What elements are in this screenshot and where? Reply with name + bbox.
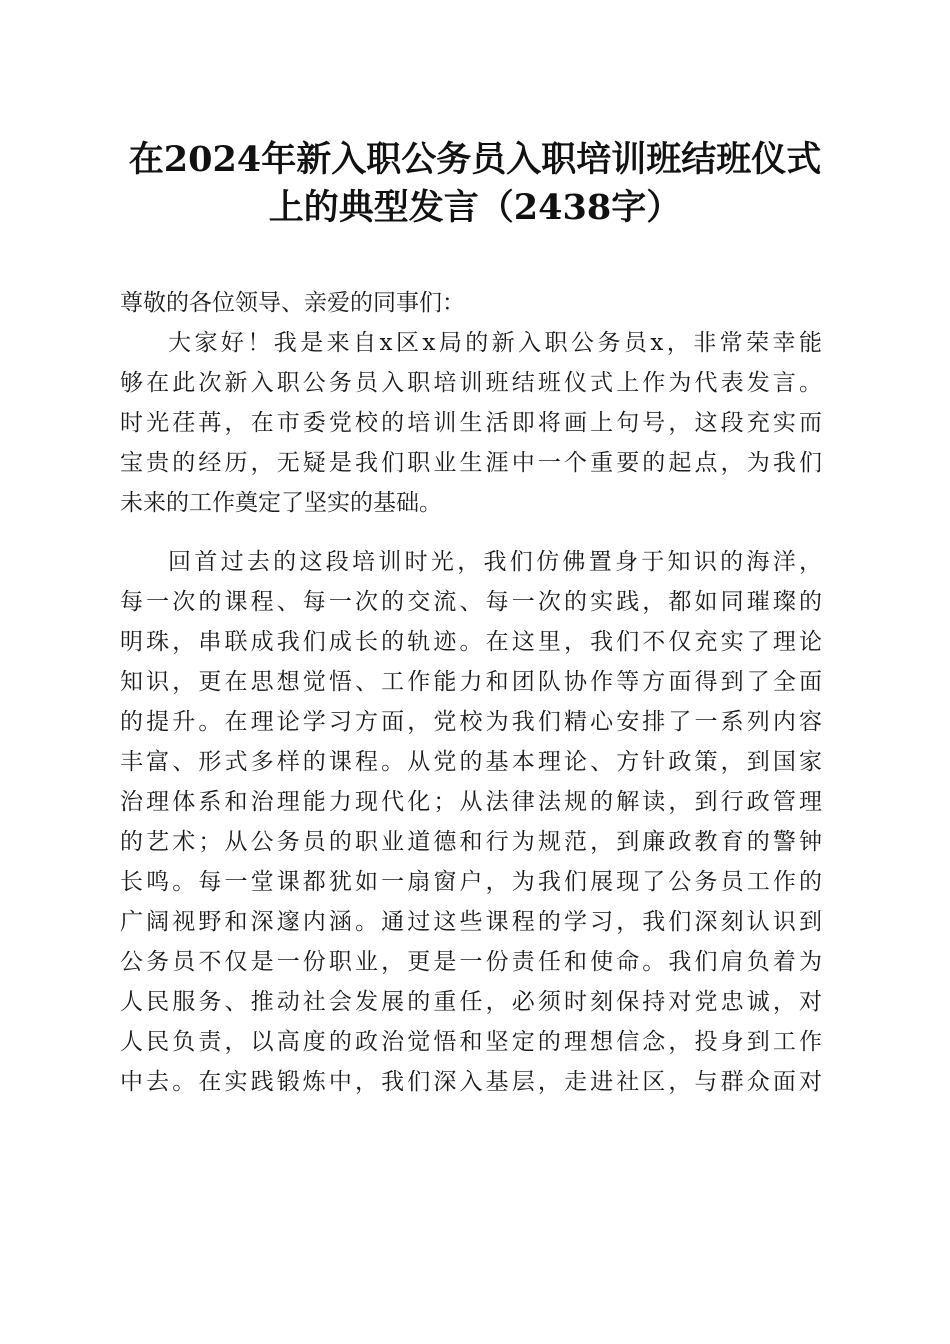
paragraph-line: 广阔视野和深邃内涵。通过这些课程的学习，我们深刻认识到 bbox=[120, 909, 822, 935]
salutation: 尊敬的各位领导、亲爱的同事们： bbox=[120, 290, 465, 316]
paragraph-line: 的提升。在理论学习方面，党校为我们精心安排了一系列内容 bbox=[120, 709, 822, 735]
paragraph-line: 人民负责，以高度的政治觉悟和坚定的理想信念，投身到工作 bbox=[120, 1029, 822, 1055]
paragraph-line: 未来的工作奠定了坚实的基础。 bbox=[120, 490, 442, 516]
paragraph-line: 大家好！我是来自x区x局的新入职公务员x，非常荣幸能 bbox=[168, 330, 822, 356]
paragraph-line: 明珠，串联成我们成长的轨迹。在这里，我们不仅充实了理论 bbox=[120, 629, 822, 655]
paragraph-line: 的艺术；从公务员的职业道德和行为规范，到廉政教育的警钟 bbox=[120, 829, 822, 855]
paragraph-line: 公务员不仅是一份职业，更是一份责任和使命。我们肩负着为 bbox=[120, 949, 822, 975]
paragraph-line: 回首过去的这段培训时光，我们仿佛置身于知识的海洋， bbox=[168, 549, 822, 575]
paragraph-line: 丰富、形式多样的课程。从党的基本理论、方针政策，到国家 bbox=[120, 749, 822, 775]
paragraph-line: 知识，更在思想觉悟、工作能力和团队协作等方面得到了全面 bbox=[120, 669, 822, 695]
paragraph-line: 时光荏苒，在市委党校的培训生活即将画上句号，这段充实而 bbox=[120, 410, 822, 436]
paragraph-line: 长鸣。每一堂课都犹如一扇窗户，为我们展现了公务员工作的 bbox=[120, 869, 822, 895]
title-line-1: 在2024年新入职公务员入职培训班结班仪式 bbox=[128, 139, 822, 180]
paragraph-line: 治理体系和治理能力现代化；从法律法规的解读，到行政管理 bbox=[120, 789, 822, 815]
paragraph-line: 每一次的课程、每一次的交流、每一次的实践，都如同璀璨的 bbox=[120, 589, 822, 615]
paragraph-line: 人民服务、推动社会发展的重任，必须时刻保持对党忠诚，对 bbox=[120, 989, 822, 1015]
paragraph-line: 宝贵的经历，无疑是我们职业生涯中一个重要的起点，为我们 bbox=[120, 450, 822, 476]
paragraph-line: 够在此次新入职公务员入职培训班结班仪式上作为代表发言。 bbox=[120, 370, 822, 396]
paragraph-line: 中去。在实践锻炼中，我们深入基层，走进社区，与群众面对 bbox=[120, 1069, 822, 1095]
title-line-2: 上的典型发言（2438字） bbox=[268, 187, 682, 228]
